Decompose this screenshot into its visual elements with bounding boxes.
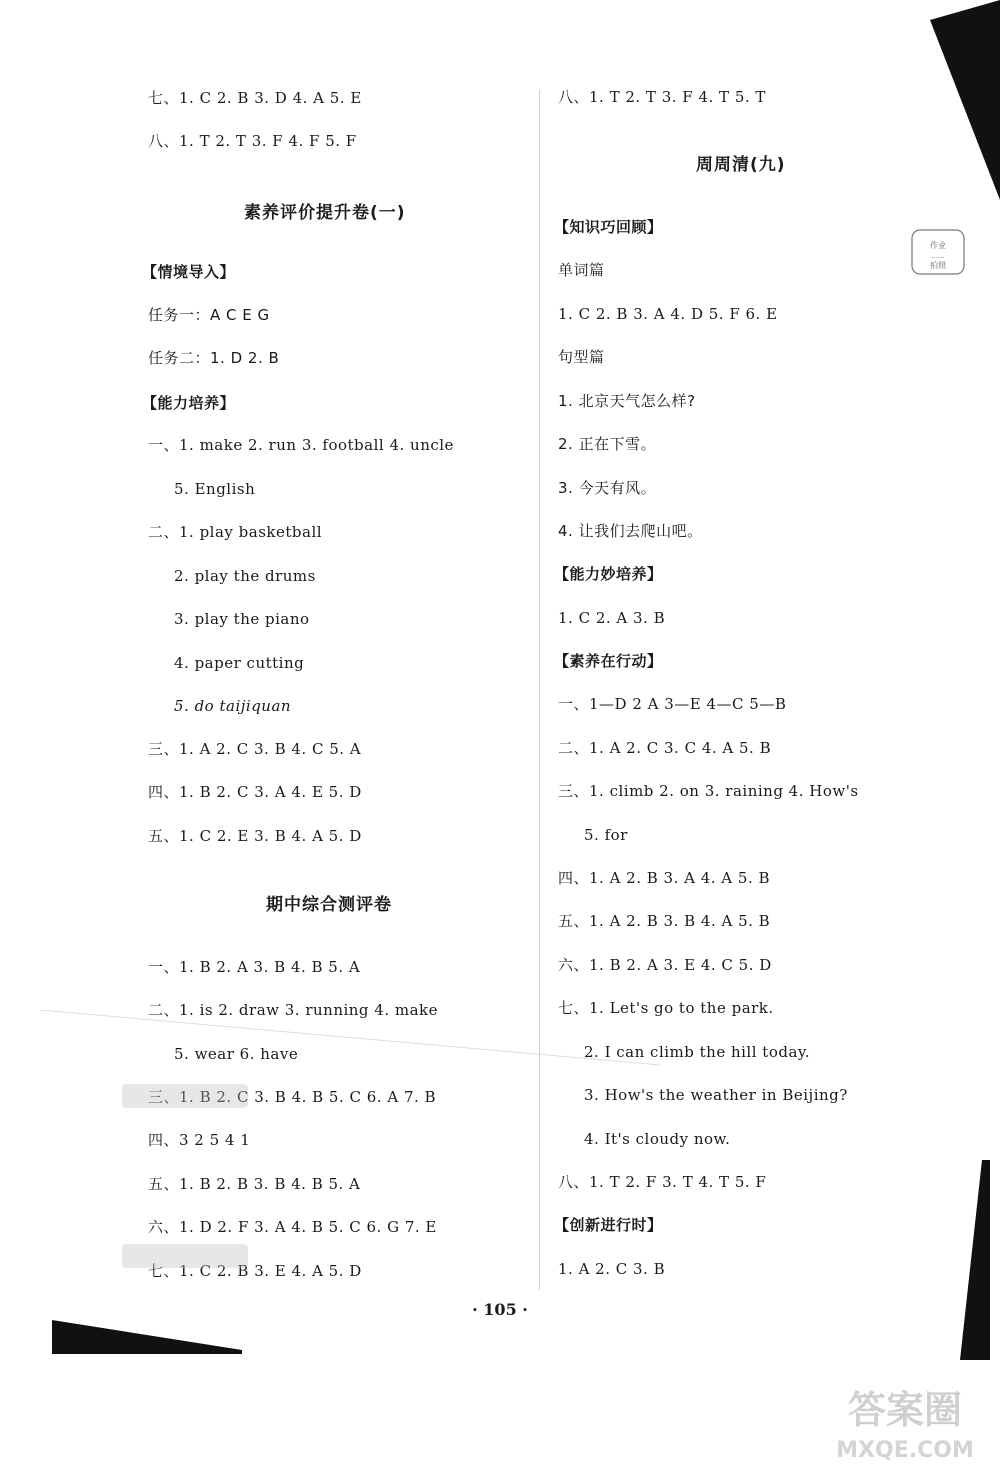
- bleed-through-mark: [120, 1238, 250, 1274]
- subsection-label: 句型篇: [558, 348, 605, 366]
- answer-line: 七、1. Let's go to the park.: [558, 999, 774, 1017]
- section-heading: 周周清(九): [696, 155, 786, 175]
- svg-text:作业: 作业: [930, 241, 946, 250]
- answer-line: 2. 正在下雪。: [558, 435, 657, 453]
- answer-line: 1. C 2. A 3. B: [558, 609, 666, 627]
- bleed-through-mark: [120, 1078, 250, 1114]
- section-label: 【能力培养】: [142, 394, 236, 412]
- section-heading: 期中综合测评卷: [266, 895, 392, 915]
- answer-line: 1. 北京天气怎么样?: [558, 392, 696, 410]
- answer-line: 三、1. A 2. C 3. B 4. C 5. A: [148, 740, 362, 758]
- answer-line: 四、3 2 5 4 1: [148, 1131, 251, 1149]
- answer-line: 五、1. C 2. E 3. B 4. A 5. D: [148, 827, 362, 845]
- answer-line: 3. play the piano: [174, 610, 310, 628]
- answer-line: 3. How's the weather in Beijing?: [584, 1086, 848, 1104]
- answer-line: 四、1. B 2. C 3. A 4. E 5. D: [148, 783, 362, 801]
- answer-line: 四、1. A 2. B 3. A 4. A 5. B: [558, 869, 771, 887]
- answer-line: 5. do taijiquan: [174, 697, 292, 715]
- svg-text:拍照: 拍照: [930, 261, 946, 270]
- page-number: · 105 ·: [472, 1300, 528, 1319]
- answer-line: 3. 今天有风。: [558, 479, 657, 497]
- section-label: 【创新进行时】: [554, 1216, 663, 1234]
- column-divider: [539, 90, 540, 1290]
- answer-line: 二、1. play basketball: [148, 523, 323, 541]
- scan-shadow-bottom-left: [52, 1320, 252, 1360]
- answer-line: 一、1. B 2. A 3. B 4. B 5. A: [148, 958, 361, 976]
- svg-text:......: ......: [931, 252, 945, 260]
- answer-line: 五、1. A 2. B 3. B 4. A 5. B: [558, 912, 771, 930]
- answer-line: 2. I can climb the hill today.: [584, 1043, 811, 1061]
- scan-shadow-top-right: [930, 0, 1000, 200]
- answer-line: 1. C 2. B 3. A 4. D 5. F 6. E: [558, 305, 778, 323]
- answer-line: 八、1. T 2. T 3. F 4. F 5. F: [148, 132, 357, 150]
- answer-line: 二、1. is 2. draw 3. running 4. make: [148, 1001, 439, 1019]
- answer-line: 五、1. B 2. B 3. B 4. B 5. A: [148, 1175, 361, 1193]
- answer-line: 一、1—D 2 A 3—E 4—C 5—B: [558, 695, 787, 713]
- section-label: 【知识巧回顾】: [554, 218, 663, 236]
- stamp-mark: [908, 222, 968, 282]
- answer-line: 任务二：1. D 2. B: [148, 349, 280, 367]
- answer-line: 5. for: [584, 826, 628, 844]
- subsection-label: 单词篇: [558, 261, 605, 279]
- answer-line: 5. wear 6. have: [174, 1045, 299, 1063]
- scan-shadow-bottom-right: [960, 1160, 990, 1360]
- answer-line: 七、1. C 2. B 3. E 4. A 5. D: [148, 1262, 362, 1280]
- answer-line: 4. paper cutting: [174, 654, 305, 672]
- answer-line: 三、1. climb 2. on 3. raining 4. How's: [558, 782, 859, 800]
- section-label: 【情境导入】: [142, 263, 236, 281]
- section-label: 【能力妙培养】: [554, 565, 663, 583]
- section-heading: 素养评价提升卷(一): [244, 203, 406, 223]
- answer-line: 七、1. C 2. B 3. D 4. A 5. E: [148, 89, 362, 107]
- answer-line: 八、1. T 2. T 3. F 4. T 5. T: [558, 88, 766, 106]
- answer-line: 六、1. B 2. A 3. E 4. C 5. D: [558, 956, 772, 974]
- answer-line: 八、1. T 2. F 3. T 4. T 5. F: [558, 1173, 767, 1191]
- answer-line: 任务一：A C E G: [148, 306, 270, 324]
- answer-line: 二、1. A 2. C 3. C 4. A 5. B: [558, 739, 772, 757]
- answer-line: 1. A 2. C 3. B: [558, 1260, 666, 1278]
- answer-line: 4. 让我们去爬山吧。: [558, 522, 703, 540]
- section-label: 【素养在行动】: [554, 652, 663, 670]
- answer-line: 2. play the drums: [174, 567, 316, 585]
- answer-line: 三、1. B 2. C 3. B 4. B 5. C 6. A 7. B: [148, 1088, 437, 1106]
- svg-text:MXQE.COM: MXQE.COM: [836, 1438, 974, 1463]
- svg-text:答案圈: 答案圈: [847, 1388, 963, 1432]
- answer-line: 5. English: [174, 480, 256, 498]
- watermark-logo: [820, 1375, 990, 1465]
- answer-line: 六、1. D 2. F 3. A 4. B 5. C 6. G 7. E: [148, 1218, 437, 1236]
- answer-line: 4. It's cloudy now.: [584, 1130, 731, 1148]
- answer-line: 一、1. make 2. run 3. football 4. uncle: [148, 436, 454, 454]
